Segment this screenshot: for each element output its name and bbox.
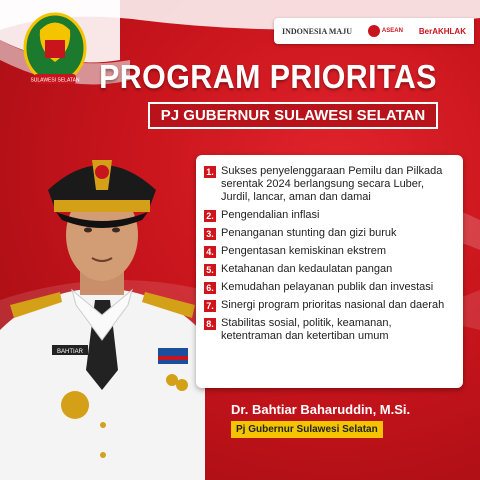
partner-logos [274,18,474,44]
item-number: 6. [204,282,216,294]
item-text: Pengendalian inflasi [221,209,320,221]
governor-portrait [0,140,205,480]
item-number: 4. [204,246,216,258]
item-text: Kemudahan pelayanan publik dan investasi [221,281,434,293]
indonesia-maju-logo: INDONESIA MAJU [281,26,352,36]
item-number: 7. [204,300,216,312]
berakhlak-logo: BerAKHLAK [418,26,466,36]
program-item [204,209,455,222]
item-number: 8. [204,318,216,330]
item-text: Penanganan stunting dan gizi buruk [221,227,397,239]
program-list-card [196,155,463,388]
asean-logo: ASEAN [368,25,403,37]
program-item [204,263,455,276]
emblem-label: SULAWESI SELATAN [30,77,80,84]
person-name: Dr. Bahtiar Baharuddin, M.Si. [231,402,411,417]
item-text: Pengentasan kemiskinan ekstrem [221,245,387,257]
program-item [204,245,455,258]
item-number: 5. [204,264,216,276]
item-text: Ketahanan dan kedaulatan pangan [221,263,393,275]
program-item [204,281,455,294]
asean-icon [368,25,380,37]
program-item [204,317,455,343]
name-tag: BAHTIAR [56,349,84,355]
person-role: Pj Gubernur Sulawesi Selatan [231,421,383,438]
page-title: PROGRAM PRIORITAS [99,58,437,95]
item-text: Sukses penyelenggaraan Pemilu dan Pilkada serentak 2024 berlangsung secara Luber, Jurdil, lancar, aman dan damai [221,165,443,203]
program-item [204,299,455,312]
program-item [204,165,455,204]
program-item [204,227,455,240]
page-subtitle: PJ GUBERNUR SULAWESI SELATAN [148,102,438,129]
item-number: 2. [204,210,216,222]
item-number: 3. [204,228,216,240]
item-text: Stabilitas sosial, politik, keamanan, ketentraman dan ketertiban umum [221,317,392,342]
item-number: 1. [204,166,216,178]
item-text: Sinergi program prioritas nasional dan daerah [221,299,445,311]
